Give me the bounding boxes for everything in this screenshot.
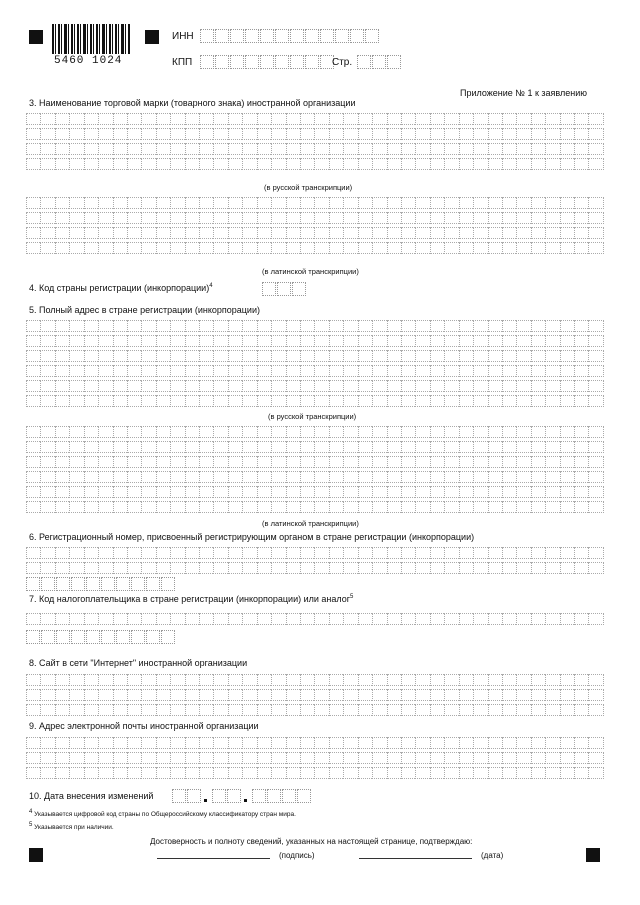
taxpayer-code-field-tail[interactable]	[26, 630, 176, 644]
section-5-caption-lat: (в латинской транскрипции)	[262, 519, 359, 528]
change-date-day-field[interactable]	[172, 789, 202, 803]
section-10-label: 10. Дата внесения изменений	[29, 791, 154, 801]
date-separator-dot	[204, 799, 207, 802]
corner-marker-bottom-right	[586, 848, 600, 862]
inn-field[interactable]	[200, 29, 380, 43]
footnote-4	[29, 809, 296, 818]
inn-label: ИНН	[172, 31, 194, 42]
address-ru-field[interactable]	[26, 320, 604, 410]
footnote-5	[29, 822, 114, 831]
corner-marker-top-right	[145, 30, 159, 44]
signature-caption: (подпись)	[279, 851, 315, 860]
section-7-label	[29, 594, 353, 604]
date-separator-dot	[244, 799, 247, 802]
country-code-field[interactable]	[262, 282, 307, 296]
section-8-label: 8. Сайт в сети "Интернет" иностранной организации	[29, 658, 248, 668]
section-4-label-text: 4. Код страны регистрации (инкорпорации)	[29, 283, 210, 293]
taxpayer-code-field[interactable]	[26, 613, 604, 628]
kpp-field[interactable]	[200, 55, 335, 69]
section-4-footnote-ref: 4	[209, 283, 213, 289]
corner-marker-bottom-left	[29, 848, 43, 862]
corner-marker-top-left	[29, 30, 43, 44]
appendix-title: Приложение № 1 к заявлению	[460, 88, 587, 98]
date-line[interactable]	[359, 858, 472, 859]
section-5-caption-ru: (в русской транскрипции)	[268, 412, 357, 421]
footnote-5-number: 5	[29, 822, 33, 828]
change-date-month-field[interactable]	[212, 789, 242, 803]
section-6-label: 6. Регистрационный номер, присвоенный регистрирующим органом в стране регистрации (инкорпорации)	[29, 532, 475, 542]
registration-number-field-tail[interactable]	[26, 577, 176, 591]
section-7-footnote-ref: 5	[350, 594, 354, 600]
signature-line[interactable]	[157, 858, 270, 859]
registration-number-field[interactable]	[26, 547, 604, 577]
page-label: Стр.	[332, 57, 353, 68]
trademark-ru-field[interactable]	[26, 113, 604, 173]
section-4-label	[29, 283, 213, 293]
section-5-label: 5. Полный адрес в стране регистрации (инкорпорации)	[29, 305, 260, 315]
page-number-field[interactable]	[357, 55, 402, 69]
barcode-icon	[52, 24, 132, 54]
email-field[interactable]	[26, 737, 604, 782]
barcode-number: 5460 1024	[54, 55, 123, 67]
address-lat-field[interactable]	[26, 426, 604, 516]
section-3-caption-lat: (в латинской транскрипции)	[262, 267, 359, 276]
website-field[interactable]	[26, 674, 604, 719]
footnote-4-text: Указывается цифровой код страны по Общероссийскому классификатору стран мира.	[34, 811, 296, 819]
trademark-lat-field[interactable]	[26, 197, 604, 257]
change-date-year-field[interactable]	[252, 789, 312, 803]
barcode	[52, 24, 132, 67]
section-9-label: 9. Адрес электронной почты иностранной организации	[29, 721, 259, 731]
section-3-caption-ru: (в русской транскрипции)	[264, 183, 353, 192]
kpp-label: КПП	[172, 57, 193, 68]
footnote-4-number: 4	[29, 809, 33, 815]
confirmation-text: Достоверность и полноту сведений, указанных на настоящей странице, подтверждаю:	[150, 837, 473, 846]
section-3-label: 3. Наименование торговой марки (товарного знака) иностранной организации	[29, 98, 356, 108]
section-7-label-text: 7. Код налогоплательщика в стране регистрации (инкорпорации) или аналог	[29, 594, 351, 604]
footnote-5-text: Указывается при наличии.	[34, 824, 114, 832]
date-caption: (дата)	[481, 851, 504, 860]
